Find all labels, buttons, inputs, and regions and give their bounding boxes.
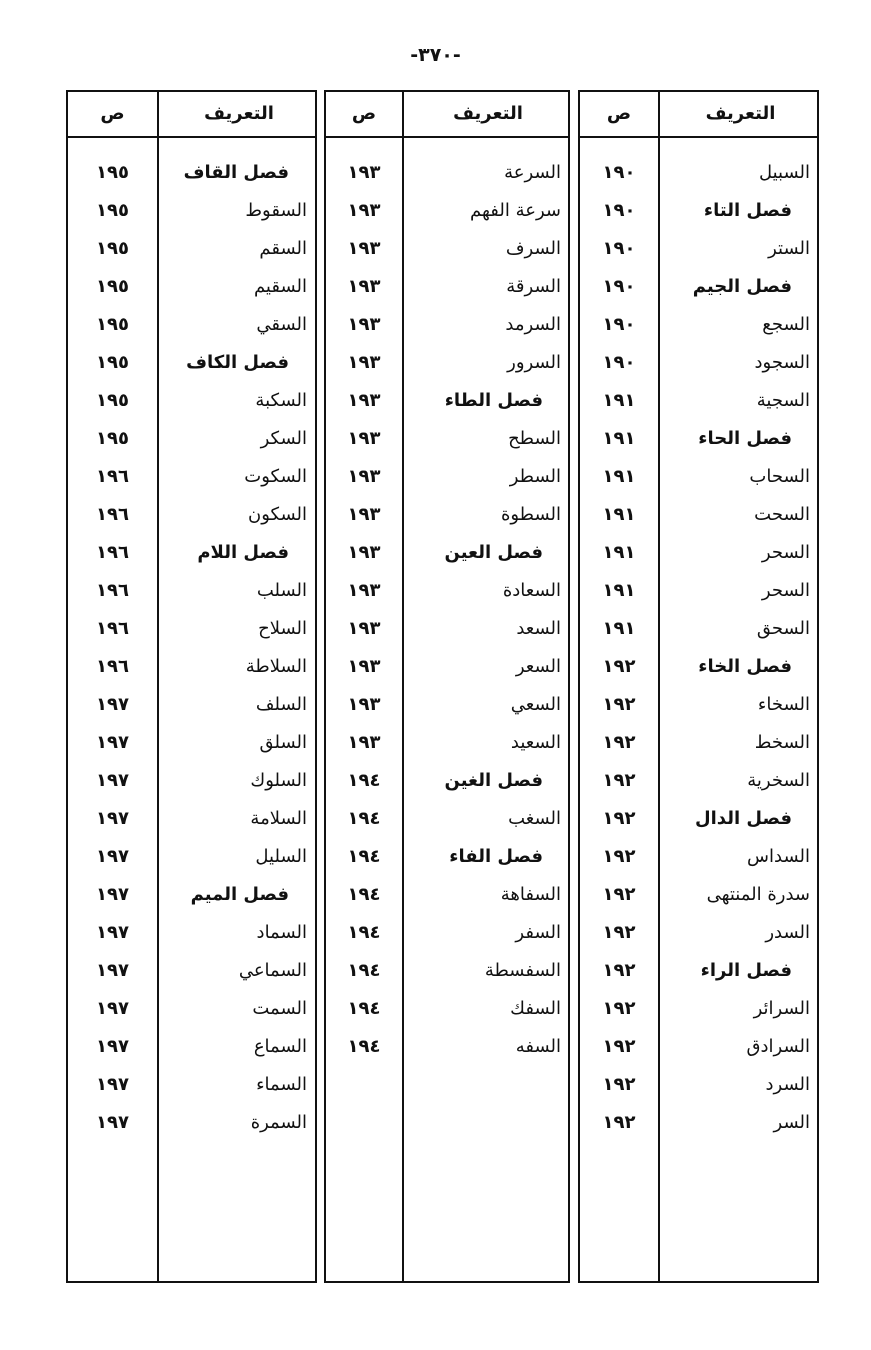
index-entry-row — [326, 192, 568, 230]
page-ref: ١٩٧ — [96, 922, 129, 943]
page-ref: ١٩٤ — [347, 1036, 381, 1057]
index-term: السماد — [256, 922, 307, 943]
section-heading: فصل القاف — [183, 162, 289, 183]
index-entry-row — [68, 458, 315, 496]
page-ref: ١٩٧ — [96, 884, 129, 905]
index-entry-row — [68, 838, 315, 876]
page-ref: ١٩٤ — [347, 770, 381, 791]
index-entry-row — [68, 648, 315, 686]
section-heading-row — [68, 534, 315, 572]
page-ref: ١٩٢ — [602, 960, 636, 981]
column-header — [68, 92, 315, 138]
page-ref: ١٩٣ — [347, 276, 381, 297]
index-entry-row — [580, 1066, 817, 1104]
section-heading: فصل الكاف — [186, 352, 289, 373]
index-term: السماع — [253, 1036, 307, 1057]
index-entry-row — [580, 724, 817, 762]
index-term: السطح — [508, 428, 561, 449]
section-heading-row — [580, 192, 817, 230]
page-ref: ١٩٣ — [347, 162, 381, 183]
index-term: السحق — [756, 618, 810, 639]
index-term: السليل — [255, 846, 307, 867]
page-ref: ١٩٧ — [96, 998, 129, 1019]
index-entry-row — [580, 762, 817, 800]
section-heading: فصل الراء — [700, 960, 792, 981]
page-ref: ١٩٥ — [96, 314, 129, 335]
page-ref: ١٩١ — [602, 504, 636, 525]
index-entry-row — [326, 154, 568, 192]
page-ref: ١٩٧ — [96, 694, 129, 715]
index-entry-row — [580, 686, 817, 724]
index-entry-row — [326, 230, 568, 268]
section-heading-row — [68, 344, 315, 382]
section-heading-row — [580, 800, 817, 838]
index-entry-row — [326, 306, 568, 344]
index-column-middle — [324, 90, 570, 1283]
page-ref: ١٩٠ — [602, 276, 636, 297]
page-ref: ١٩٧ — [96, 846, 129, 867]
index-term: السفه — [515, 1036, 561, 1057]
index-term: السكر — [260, 428, 307, 449]
index-entry-row — [580, 230, 817, 268]
index-term: السر — [773, 1112, 810, 1133]
index-term: السخاء — [757, 694, 810, 715]
index-term: السحاب — [749, 466, 810, 487]
index-column-left — [66, 90, 317, 1283]
page-ref: ١٩٥ — [96, 390, 129, 411]
page-ref: ١٩٢ — [602, 808, 636, 829]
term-header: التعريف — [705, 103, 776, 124]
index-term: السعادة — [502, 580, 561, 601]
index-entry-row — [580, 306, 817, 344]
page-ref: ١٩٣ — [347, 238, 381, 259]
page-ref: ١٩٣ — [347, 428, 381, 449]
index-entry-row — [326, 268, 568, 306]
page-ref: ١٩٣ — [347, 580, 381, 601]
page-ref: ١٩٣ — [347, 200, 381, 221]
page-ref: ١٩٦ — [96, 466, 129, 487]
index-column-right — [578, 90, 819, 1283]
page-ref: ١٩٣ — [347, 504, 381, 525]
index-entry-row — [68, 306, 315, 344]
page-ref: ١٩٢ — [602, 1074, 636, 1095]
page-ref: ١٩٥ — [96, 238, 129, 259]
index-term: السرقة — [506, 276, 561, 297]
section-heading-row — [326, 762, 568, 800]
index-entry-row — [68, 800, 315, 838]
page-ref: ١٩٢ — [602, 694, 636, 715]
section-heading: فصل الغين — [444, 770, 543, 791]
page-ref: ١٩٥ — [96, 200, 129, 221]
index-entry-row — [326, 724, 568, 762]
page-ref: ١٩٣ — [347, 694, 381, 715]
index-entry-row — [326, 610, 568, 648]
page-ref: ١٩٦ — [96, 504, 129, 525]
index-entry-row — [68, 572, 315, 610]
index-term: سدرة المنتهى — [706, 884, 810, 905]
index-term: السفر — [515, 922, 561, 943]
page-ref: ١٩٧ — [96, 1074, 129, 1095]
index-entry-row — [68, 420, 315, 458]
section-heading: فصل التاء — [703, 200, 792, 221]
index-term: السرائر — [753, 998, 810, 1019]
page-ref: ١٩٧ — [96, 1036, 129, 1057]
index-term: السعد — [516, 618, 561, 639]
column-header — [580, 92, 817, 138]
section-heading-row — [580, 268, 817, 306]
page-ref: ١٩٧ — [96, 960, 129, 981]
page-ref: ١٩٢ — [602, 656, 636, 677]
page-ref: ١٩٢ — [602, 732, 636, 753]
page-ref: ١٩٥ — [96, 352, 129, 373]
page-ref: ١٩٤ — [347, 960, 381, 981]
page-ref: ١٩٣ — [347, 656, 381, 677]
page-ref: ١٩٢ — [602, 884, 636, 905]
index-term: السبيل — [758, 162, 810, 183]
index-entry-row — [68, 990, 315, 1028]
index-entry-row — [68, 686, 315, 724]
term-header: التعريف — [204, 103, 274, 124]
index-term: السخرية — [747, 770, 810, 791]
section-heading-row — [580, 420, 817, 458]
index-term: السعيد — [510, 732, 561, 753]
index-entry-row — [68, 1066, 315, 1104]
page-ref: ١٩١ — [602, 466, 636, 487]
index-entry-row — [326, 458, 568, 496]
section-heading-row — [326, 534, 568, 572]
index-term: السدر — [765, 922, 810, 943]
index-term: السطر — [509, 466, 561, 487]
index-entry-row — [580, 572, 817, 610]
index-entry-row — [580, 154, 817, 192]
index-term: السكبة — [255, 390, 307, 411]
index-term: السجع — [762, 314, 810, 335]
page-ref: ١٩٥ — [96, 162, 129, 183]
index-term: السغب — [508, 808, 561, 829]
index-term: السرعة — [504, 162, 561, 183]
page-ref: ١٩٣ — [347, 352, 381, 373]
page-ref: ١٩٧ — [96, 732, 129, 753]
index-term: السداس — [747, 846, 810, 867]
section-heading-row — [580, 648, 817, 686]
index-term: السحت — [754, 504, 810, 525]
page-ref: ١٩٢ — [602, 1112, 636, 1133]
index-entry-row — [580, 382, 817, 420]
index-entry-row — [580, 610, 817, 648]
index-term: السلوك — [250, 770, 307, 791]
index-term: السفاهة — [500, 884, 561, 905]
page-ref: ١٩٤ — [347, 922, 381, 943]
index-term: السلاطة — [245, 656, 307, 677]
index-entry-row — [326, 686, 568, 724]
section-heading: فصل الفاء — [449, 846, 543, 867]
section-heading: فصل الميم — [190, 884, 289, 905]
page-ref: ١٩٦ — [96, 618, 129, 639]
index-term: السقوط — [245, 200, 307, 221]
section-heading: فصل العين — [444, 542, 543, 563]
section-heading-row — [68, 876, 315, 914]
index-term: السماعي — [238, 960, 307, 981]
index-term: السمت — [252, 998, 307, 1019]
page-ref: ١٩١ — [602, 542, 636, 563]
index-term: السرمد — [505, 314, 561, 335]
page-ref: ١٩١ — [602, 428, 636, 449]
page-ref: ١٩١ — [602, 580, 636, 601]
section-heading: فصل الجيم — [692, 276, 792, 297]
page-ref: ١٩٥ — [96, 276, 129, 297]
page-number: -٣٧٠- — [410, 44, 461, 66]
index-term: السمرة — [250, 1112, 307, 1133]
index-term: الستر — [768, 238, 810, 259]
index-term: السرف — [505, 238, 561, 259]
page-ref: ١٩٠ — [602, 238, 636, 259]
index-entry-row — [580, 534, 817, 572]
index-term: السلاح — [258, 618, 307, 639]
index-entry-row — [326, 344, 568, 382]
index-term: السعر — [515, 656, 561, 677]
index-entry-row — [326, 990, 568, 1028]
page-ref: ١٩٤ — [347, 884, 381, 905]
page-header: ص — [351, 103, 377, 124]
index-term: السقم — [259, 238, 307, 259]
index-term: السفك — [510, 998, 561, 1019]
section-heading-row — [326, 382, 568, 420]
index-term: السرد — [765, 1074, 810, 1095]
index-entry-row — [326, 572, 568, 610]
index-entry-row — [580, 990, 817, 1028]
index-term: السحر — [761, 580, 810, 601]
index-term: السرادق — [746, 1036, 810, 1057]
page-ref: ١٩٤ — [347, 846, 381, 867]
page-ref: ١٩٢ — [602, 922, 636, 943]
page-ref: ١٩٠ — [602, 200, 636, 221]
column-header — [326, 92, 568, 138]
page-ref: ١٩٧ — [96, 808, 129, 829]
index-entry-row — [580, 914, 817, 952]
index-entry-row — [326, 648, 568, 686]
page-ref: ١٩٠ — [602, 314, 636, 335]
page-ref: ١٩٢ — [602, 1036, 636, 1057]
page-ref: ١٩٤ — [347, 998, 381, 1019]
index-entry-row — [68, 496, 315, 534]
index-term: السماء — [256, 1074, 307, 1095]
index-term: السحر — [761, 542, 810, 563]
page-ref: ١٩٣ — [347, 314, 381, 335]
index-entry-row — [326, 496, 568, 534]
section-heading: فصل الدال — [695, 808, 792, 829]
index-entry-row — [580, 1028, 817, 1066]
page-ref: ١٩٣ — [347, 542, 381, 563]
index-term: السجود — [754, 352, 810, 373]
index-entry-row — [326, 876, 568, 914]
index-entry-row — [326, 1028, 568, 1066]
index-entry-row — [68, 192, 315, 230]
index-entry-row — [68, 1104, 315, 1142]
index-entry-row — [326, 800, 568, 838]
page-ref: ١٩٧ — [96, 770, 129, 791]
index-entry-row — [68, 1028, 315, 1066]
index-entry-row — [326, 914, 568, 952]
index-entry-row — [68, 762, 315, 800]
index-entry-row — [68, 914, 315, 952]
index-term: السلامة — [250, 808, 307, 829]
index-entry-row — [68, 230, 315, 268]
page-ref: ١٩٦ — [96, 542, 129, 563]
index-term: السلف — [255, 694, 307, 715]
page-ref: ١٩٠ — [602, 162, 636, 183]
index-entry-row — [580, 496, 817, 534]
index-entry-row — [68, 268, 315, 306]
page-ref: ١٩٥ — [96, 428, 129, 449]
page-ref: ١٩٧ — [96, 1112, 129, 1133]
index-entry-row — [68, 610, 315, 648]
index-entry-row — [68, 952, 315, 990]
section-heading: فصل الخاء — [698, 656, 792, 677]
index-term: السكوت — [244, 466, 307, 487]
page-ref: ١٩٢ — [602, 846, 636, 867]
index-term: السطوة — [500, 504, 561, 525]
index-term: السعي — [510, 694, 561, 715]
index-entry-row — [326, 952, 568, 990]
section-heading-row — [68, 154, 315, 192]
index-entry-row — [68, 724, 315, 762]
index-entry-row — [580, 838, 817, 876]
section-heading-row — [326, 838, 568, 876]
page-ref: ١٩١ — [602, 618, 636, 639]
page-ref: ١٩٢ — [602, 770, 636, 791]
index-entry-row — [326, 420, 568, 458]
section-heading-row — [580, 952, 817, 990]
page-ref: ١٩٤ — [347, 808, 381, 829]
page-header: ص — [606, 103, 632, 124]
page-ref: ١٩٣ — [347, 390, 381, 411]
index-term: السقي — [256, 314, 307, 335]
section-heading: فصل الطاء — [444, 390, 543, 411]
page-ref: ١٩٦ — [96, 656, 129, 677]
index-term: السكون — [247, 504, 307, 525]
index-term: السقيم — [253, 276, 307, 297]
index-entry-row — [580, 458, 817, 496]
index-entry-row — [580, 1104, 817, 1142]
index-term: السجية — [756, 390, 810, 411]
section-heading: فصل الحاء — [698, 428, 792, 449]
page-ref: ١٩٠ — [602, 352, 636, 373]
index-term: السفسطة — [484, 960, 561, 981]
index-term: السلق — [259, 732, 307, 753]
page-ref: ١٩٦ — [96, 580, 129, 601]
term-header: التعريف — [453, 103, 523, 124]
index-table — [66, 90, 819, 1283]
page-ref: ١٩١ — [602, 390, 636, 411]
index-entry-row — [68, 382, 315, 420]
page-ref: ١٩٣ — [347, 618, 381, 639]
index-entry-row — [580, 876, 817, 914]
index-term: سرعة الفهم — [470, 200, 561, 221]
index-term: السلب — [256, 580, 307, 601]
index-term: السرور — [507, 352, 561, 373]
section-heading: فصل اللام — [197, 542, 289, 563]
page-ref: ١٩٣ — [347, 732, 381, 753]
page-header: ص — [100, 103, 125, 124]
page-ref: ١٩٣ — [347, 466, 381, 487]
index-term: السخط — [754, 732, 810, 753]
page-ref: ١٩٢ — [602, 998, 636, 1019]
index-entry-row — [580, 344, 817, 382]
